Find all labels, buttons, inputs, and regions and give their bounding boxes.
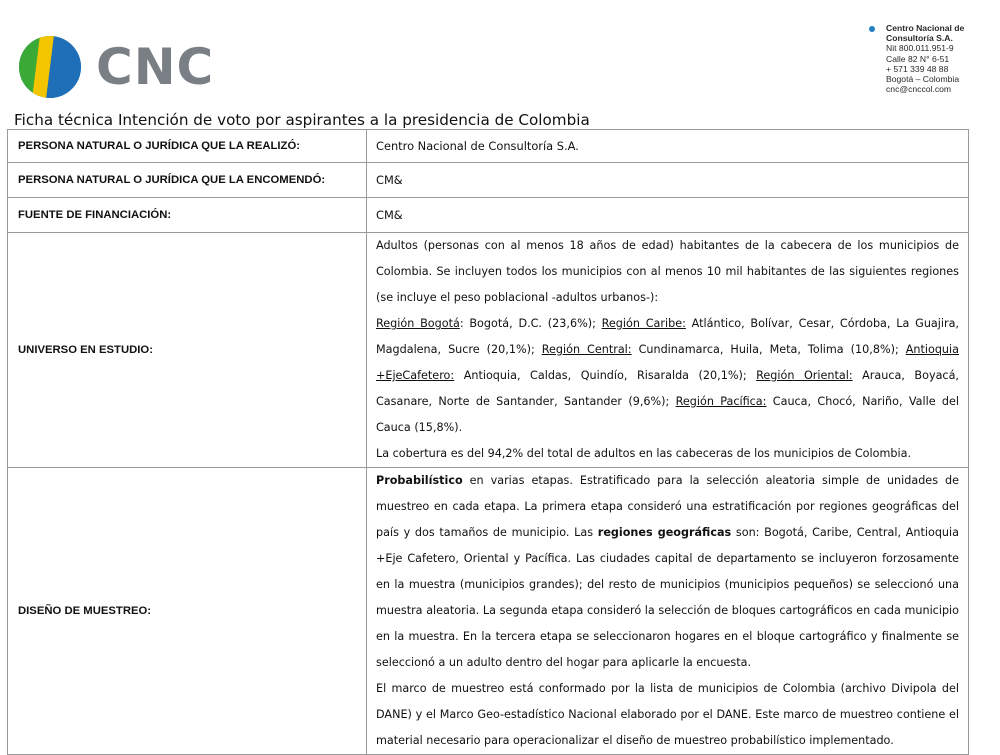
value-fuente: CM& bbox=[367, 198, 969, 233]
diseno-bold-probabilistico: Probabilístico bbox=[376, 474, 463, 487]
diseno-paragraph bbox=[376, 468, 959, 754]
value-encomendo: CM& bbox=[367, 163, 969, 198]
diseno-text-2: son: Bogotá, Caribe, Central, Antioquia +Eje Cafetero, Oriental y Pacífica. Las ciudades capital de departamento se incluyeron forzosamente en la muestra (municipios grandes); del resto de municipios (municipios pequeños) se seleccionó una muestra aleatoria. La segunda etapa consideró la selección de bloques cartográficos en cada municipio en la muestra. En la tercera etapa se seleccionaron hogares en el bloque cartográfico y finalmente se seleccionó a un adulto dentro del hogar para aplicarle la encuesta. bbox=[376, 526, 959, 669]
company-email: cnc@cnccol.com bbox=[886, 84, 952, 95]
company-name-line2: Consultoría S.A. bbox=[886, 33, 953, 44]
region-oriental-name: Región Oriental: bbox=[756, 369, 853, 382]
table-row-encomendo bbox=[8, 163, 969, 198]
cnc-logo-text: CNC bbox=[96, 38, 215, 96]
region-bogota-name: Región Bogotá bbox=[376, 317, 460, 330]
region-bogota-text: : Bogotá, D.C. (23,6%); bbox=[459, 317, 602, 330]
region-antioquia-name: Antioquia +EjeCafetero: bbox=[376, 343, 959, 382]
company-contact-block bbox=[872, 23, 996, 94]
label-diseno: DISEÑO DE MUESTREO: bbox=[8, 468, 367, 755]
company-city: Bogotá – Colombia bbox=[886, 74, 960, 85]
bullet-dot-icon bbox=[869, 26, 875, 32]
label-realizo: PERSONA NATURAL O JURÍDICA QUE LA REALIZÓ: bbox=[8, 130, 367, 163]
label-universo: UNIVERSO EN ESTUDIO: bbox=[8, 233, 367, 468]
technical-sheet-table bbox=[7, 129, 969, 755]
page-title: Ficha técnica Intención de voto por aspirantes a la presidencia de Colombia bbox=[14, 111, 590, 129]
universo-paragraph bbox=[376, 233, 959, 467]
company-name-line1: Centro Nacional de bbox=[886, 23, 965, 33]
region-antioquia-text: Antioquia, Caldas, Quindío, Risaralda (20,1%); bbox=[454, 369, 757, 382]
region-caribe-text: Atlántico, Bolívar, Cesar, Córdoba, La Guajira, Magdalena, Sucre (20,1%); bbox=[376, 317, 959, 356]
diseno-bold-regiones: regiones geográficas bbox=[597, 526, 732, 539]
diseno-text-1: en varias etapas. Estratificado para la selección aleatoria simple de unidades de muestreo en cada etapa. La primera etapa consideró una estratificación por regiones geográficas del país y dos tamaños de municipio. Las bbox=[376, 474, 959, 539]
label-encomendo: PERSONA NATURAL O JURÍDICA QUE LA ENCOMENDÓ: bbox=[8, 163, 367, 198]
value-diseno bbox=[367, 468, 969, 755]
table-row-universo bbox=[8, 233, 969, 468]
table-row-realizo bbox=[8, 130, 969, 163]
region-caribe-name: Región Caribe: bbox=[601, 317, 686, 330]
cnc-logo-icon bbox=[18, 35, 82, 99]
cnc-logo bbox=[18, 34, 214, 100]
company-address: Calle 82 N° 6-51 bbox=[886, 53, 950, 64]
region-pacifica-text: Cauca, Chocó, Nariño, Valle del Cauca (15,8%). bbox=[376, 395, 960, 434]
label-fuente: FUENTE DE FINANCIACIÓN: bbox=[8, 198, 367, 233]
region-central-name: Región Central: bbox=[541, 343, 632, 356]
value-universo bbox=[367, 233, 969, 468]
value-realizo: Centro Nacional de Consultoría S.A. bbox=[367, 130, 969, 163]
region-oriental-text: Arauca, Boyacá, Casanare, Norte de Santander, Santander (9,6%); bbox=[376, 369, 959, 408]
company-phone: + 571 339 48 88 bbox=[886, 63, 949, 74]
company-nit: Nit 800.011.951-9 bbox=[886, 43, 954, 54]
universo-intro: Adultos (personas con al menos 18 años de edad) habitantes de la cabecera de los municipios de Colombia. Se incluyen todos los municipios con al menos 10 mil habitantes de las siguientes regiones (se incluye el peso poblacional -adultos urbanos-): bbox=[376, 239, 959, 304]
table-row-fuente bbox=[8, 198, 969, 233]
region-pacifica-name: Región Pacífica: bbox=[675, 395, 767, 408]
region-central-text: Cundinamarca, Huila, Meta, Tolima (10,8%); bbox=[631, 343, 906, 356]
diseno-marco-paragraph: El marco de muestreo está conformado por la lista de municipios de Colombia (archivo Divipola del DANE) y el Marco Geo-estadístico Nacional elaborado por el DANE. Este marco de muestreo contiene el material necesario para operacionalizar el diseño de muestreo probabilístico implementado. bbox=[376, 682, 959, 747]
universo-coverage: La cobertura es del 94,2% del total de adultos en las cabeceras de los municipios de Colombia. bbox=[376, 447, 912, 460]
table-row-diseno bbox=[8, 468, 969, 755]
